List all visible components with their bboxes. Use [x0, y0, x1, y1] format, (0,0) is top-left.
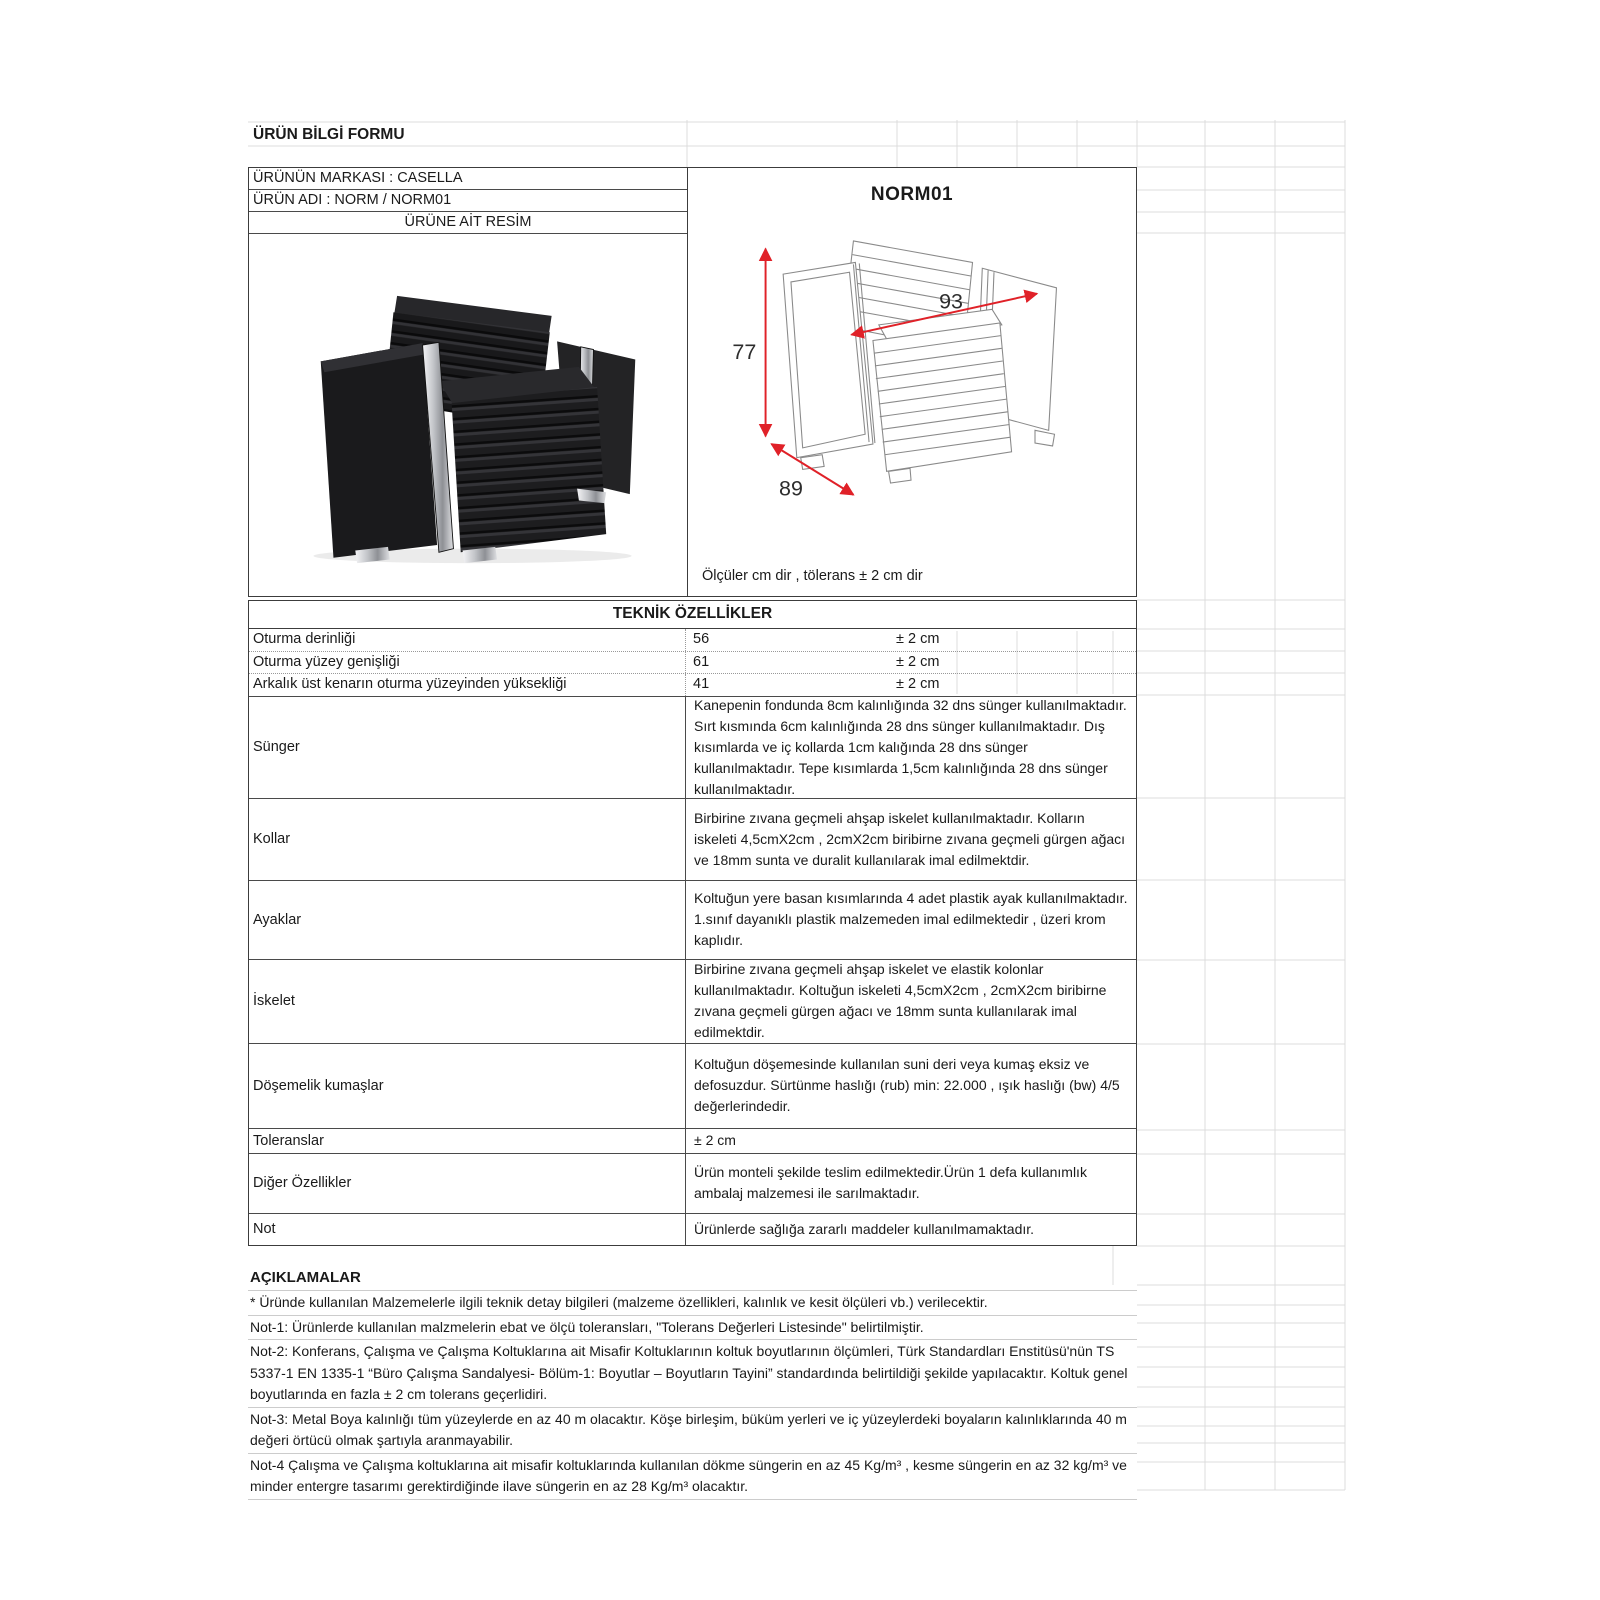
product-id-column [249, 168, 688, 596]
armchair-photo-svg [268, 265, 668, 565]
spec-tolerance: ± 2 cm [896, 653, 940, 670]
spec-row-foam [249, 696, 1136, 798]
spec-label: Toleranslar [249, 1129, 686, 1153]
spec-row-other [249, 1153, 1136, 1213]
spec-row-seat-depth [249, 629, 1136, 652]
spec-value: Koltuğun döşemesinde kullanılan suni deri veya kumaş eksiz ve defosuzdur. Sürtünme haslığı (rub) min: 22.000 , ışık haslığı (bw) 4/5 değerlerindedir. [694, 1056, 1120, 1115]
spec-value: ± 2 cm [694, 1132, 736, 1149]
spec-row-feet [249, 880, 1136, 960]
dim-depth-label: 89 [779, 476, 803, 501]
model-title: NORM01 [870, 184, 954, 205]
spec-tolerance: ± 2 cm [896, 676, 940, 693]
spec-row-seat-width [249, 652, 1136, 675]
product-photo [249, 234, 687, 596]
form-title: ÜRÜN BİLGİ FORMU [253, 126, 405, 143]
spec-value: Ürünlerde sağlığa zararlı maddeler kullanılmamaktadır. [694, 1220, 1035, 1237]
spec-label: Döşemelik kumaşlar [249, 1044, 686, 1128]
dim-width-label: 93 [939, 289, 963, 314]
spec-row-note [249, 1213, 1136, 1245]
spec-value: Koltuğun yere basan kısımlarında 4 adet plastik ayak kullanılmaktadır. 1.sınıf dayanıklı plastik malzemeden imal edilmektedir , üzeri krom kaplıdır. [694, 890, 1128, 949]
note-item: Not-4 Çalışma ve Çalışma koltuklarına ait misafir koltuklarında kullanılan dökme süngerin en az 45 Kg/m³ , kesme süngerin en az 32 kg/m³ ve minder entergre tasarımı gerektirdiğinde ilave süngerin en az 28 Kg/m³ olacaktır. [248, 1454, 1137, 1500]
image-caption-cell: ÜRÜNE AİT RESİM [249, 212, 687, 234]
spec-value: Birbirine zıvana geçmeli ahşap iskelet kullanılmaktadır. Kolların iskeleti 4,5cmX2cm , 2cmX2cm biribirne zıvana geçmeli gürgen ağacı ve 18mm sunta ve duralit kullanılarak imal edilmektdir. [694, 809, 1126, 868]
product-name-cell: ÜRÜN ADI : NORM / NORM01 [249, 190, 687, 212]
spec-row-frame [249, 959, 1136, 1043]
spec-label: Kollar [249, 799, 686, 880]
spec-label: Arkalık üst kenarın oturma yüzeyinden yüksekliği [249, 674, 686, 696]
notes-title: AÇIKLAMALAR [248, 1266, 1137, 1291]
spec-label: Sünger [249, 697, 686, 798]
spec-label: Not [249, 1214, 686, 1245]
spec-row-back-height [249, 674, 1136, 696]
note-item: Not-3: Metal Boya kalınlığı tüm yüzeylerde en az 40 m olacaktır. Köşe birleşim, büküm yerleri ve iç yüzeylerdeki boyaların kalınlıklarında 40 m değeri örtücü olmak şartıyla aranmayabilir. [248, 1408, 1137, 1454]
spec-tolerance: ± 2 cm [896, 631, 940, 647]
product-header-block [248, 167, 1137, 597]
measure-note: Ölçüler cm dir , tölerans ± 2 cm dir [702, 568, 923, 584]
note-item: Not-1: Ürünlerde kullanılan malzmelerin ebat ve ölçü toleransları, "Tolerans Değerleri Listesinde" belirtilmiştir. [248, 1316, 1137, 1341]
spec-value: Birbirine zıvana geçmeli ahşap iskelet ve elastik kolonlar kullanılmaktadır. Koltuğun iskeleti 4,5cmX2cm , 2cmX2cm biribirne zıvana geçmeli gürgen ağacı ve 18mm sunta kullanılarak imal edilmektdir. [694, 961, 1107, 1041]
notes-section [248, 1266, 1137, 1500]
spec-value: Ürün monteli şekilde teslim edilmektedir.Ürün 1 defa kullanımlık ambalaj malzemesi ile sarılmaktadır. [694, 1164, 1087, 1202]
spec-row-arms [249, 798, 1136, 880]
spec-label: Diğer Özellikler [249, 1154, 686, 1213]
brand-cell: ÜRÜNÜN MARKASI : CASELLA [249, 168, 687, 190]
note-item: * Üründe kullanılan Malzemelerle ilgili teknik detay bilgileri (malzeme özellikleri, kalınlık ve kesit ölçüleri vb.) verilecektir. [248, 1291, 1137, 1316]
spec-label: Oturma yüzey genişliği [249, 652, 686, 674]
dim-height-label: 77 [732, 340, 757, 365]
spec-row-upholstery [249, 1043, 1136, 1128]
spec-value: 41 [693, 676, 710, 693]
spec-label: Oturma derinliği [249, 629, 686, 651]
note-item: Not-2: Konferans, Çalışma ve Çalışma Koltuklarına ait Misafir Koltuklarının koltuk boyutlarının ölçümleri, Türk Standardları Enstitüsü'nün TS 5337-1 EN 1335-1 “Büro Çalışma Sandalyesi- Bölüm-1: Boyutlar – Boyutların Tayini” standardında belirtildiği şekilde yapılacaktır. Koltuk genel boyutlarında en fazla ± 2 cm tolerans geçerlidiri. [248, 1340, 1137, 1408]
spec-label: Ayaklar [249, 881, 686, 960]
spec-value: 56 [693, 631, 710, 647]
spec-value: 61 [693, 653, 710, 670]
spec-label: İskelet [249, 960, 686, 1043]
spec-table [248, 629, 1137, 1246]
spec-value: Kanepenin fondunda 8cm kalınlığında 32 dns sünger kullanılmaktadır. Sırt kısmında 6cm kalınlığında 28 dns sünger kullanılmaktadır. Dış kısımlarda ve iç kollarda 1cm kalığında 28 dns sünger kullanılmaktadır. Tepe kısımlarda 1,5cm kalınlığında 28 dns sünger kullanılmaktadır. [694, 696, 1127, 797]
dimension-diagram [707, 212, 1117, 512]
tech-specs-header: TEKNİK ÖZELLİKLER [248, 600, 1137, 629]
spec-row-tolerances [249, 1128, 1136, 1153]
product-diagram-panel [688, 168, 1136, 596]
